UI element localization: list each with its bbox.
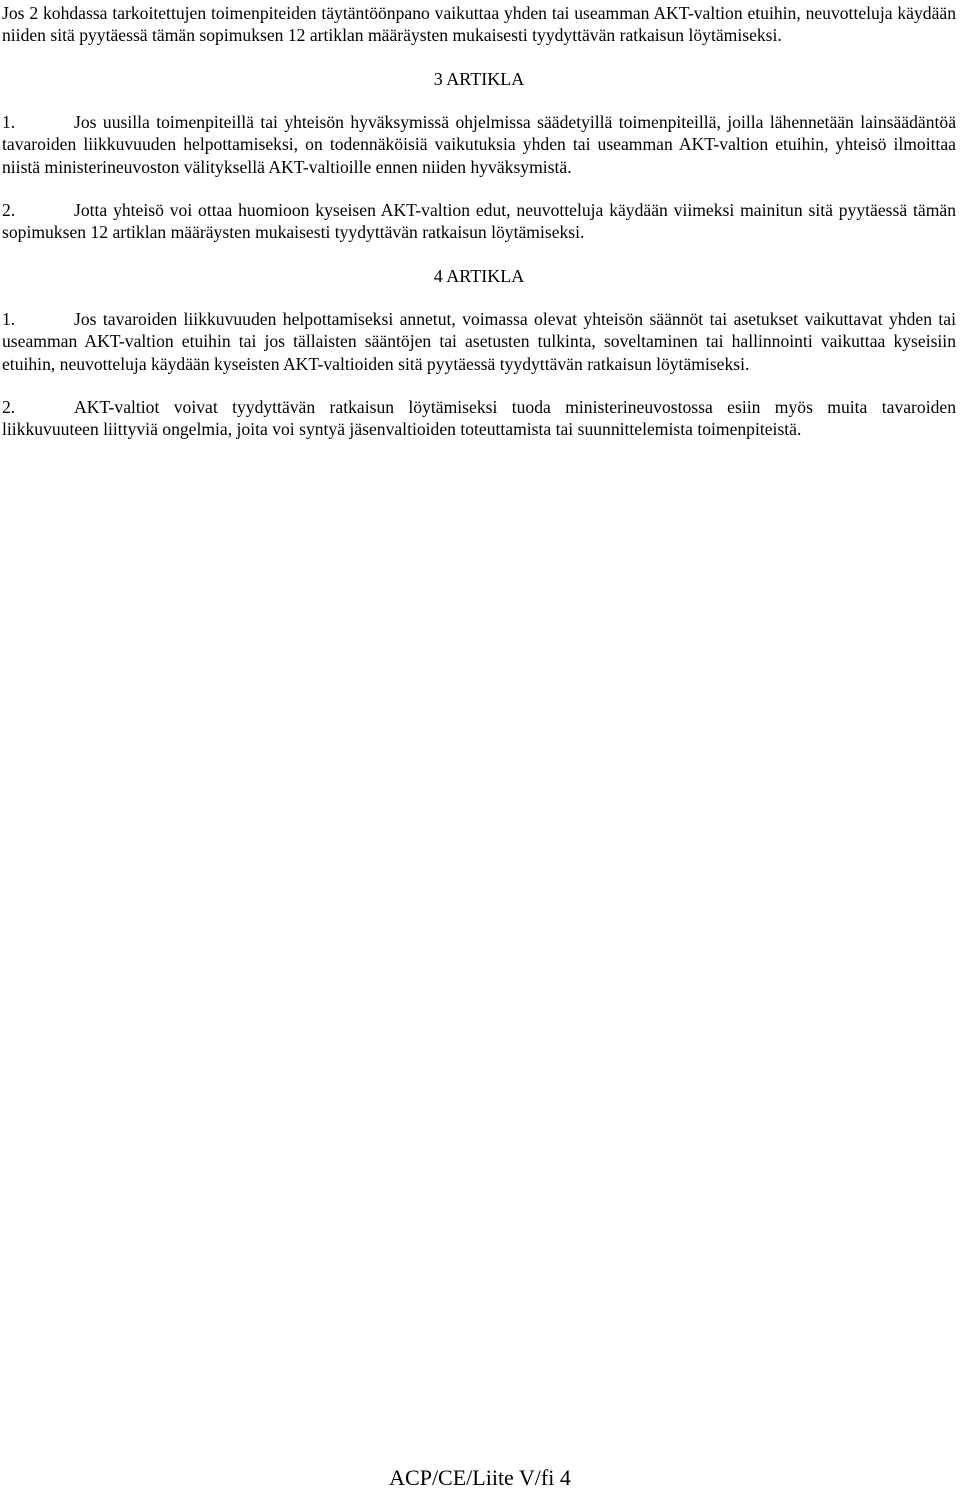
article-4-heading: 4 ARTIKLA <box>433 265 525 286</box>
document-body <box>2 2 956 462</box>
paragraph-text: Jos uusilla toimenpiteillä tai yhteisön hyväksymissä ohjelmissa säädetyillä toimenpiteillä, joilla lähennetään lainsäädäntöä tavaroiden liikkuvuuden helpottamiseksi, on todennäköisiä vaikutuksia yhden tai useamman AKT-valtion etuihin, yhteisö ilmoittaa niistä ministerineuvoston välityksellä AKT-valtioille ennen niiden hyväksymistä. <box>2 111 956 177</box>
paragraph-text: Jos tavaroiden liikkuvuuden helpottamiseksi annetut, voimassa olevat yhteisön säännöt tai asetukset vaikuttavat yhden tai useamman AKT-valtion etuihin tai jos tällaisten sääntöjen tai asetusten tulkinta, soveltaminen tai hallinnointi vaikuttaa kyseisiin etuihin, neuvotteluja käydään kyseisten AKT-valtioiden sitä pyytäessä tyydyttävän ratkaisun löytämiseksi. <box>2 308 956 374</box>
paragraph-number: 1. <box>2 308 16 329</box>
paragraph-text: AKT-valtiot voivat tyydyttävän ratkaisun löytämiseksi tuoda ministerineuvostossa esiin myös muita tavaroiden liikkuvuuteen liittyviä ongelmia, joita voi syntyä jäsenvaltioiden toteuttamista tai suunnittelemista toimenpiteistä. <box>2 397 956 440</box>
page-footer: ACP/CE/Liite V/fi 4 <box>389 1465 571 1490</box>
intro-paragraph <box>2 2 956 47</box>
intro-paragraph-text: Jos 2 kohdassa tarkoitettujen toimenpiteiden täytäntöönpano vaikuttaa yhden tai useamman AKT-valtion etuihin, neuvotteluja käydään niiden sitä pyytäessä tämän sopimuksen 12 artiklan määräysten mukaisesti tyydyttävän ratkaisun löytämiseksi. <box>2 3 956 46</box>
paragraph-text: Jotta yhteisö voi ottaa huomioon kyseisen AKT-valtion edut, neuvotteluja käydään viimeksi mainitun sitä pyytäessä tämän sopimuksen 12 artiklan määräysten mukaisesti tyydyttävän ratkaisun löytämiseksi. <box>2 200 956 243</box>
article-3-paragraph-1 <box>2 111 956 178</box>
article-4-paragraph-1 <box>2 308 956 375</box>
paragraph-number: 2. <box>2 397 16 418</box>
article-4-paragraph-2 <box>2 396 956 441</box>
article-3-heading: 3 ARTIKLA <box>433 68 525 89</box>
paragraph-number: 2. <box>2 200 16 221</box>
paragraph-number: 1. <box>2 111 16 132</box>
article-3-paragraph-2 <box>2 199 956 244</box>
